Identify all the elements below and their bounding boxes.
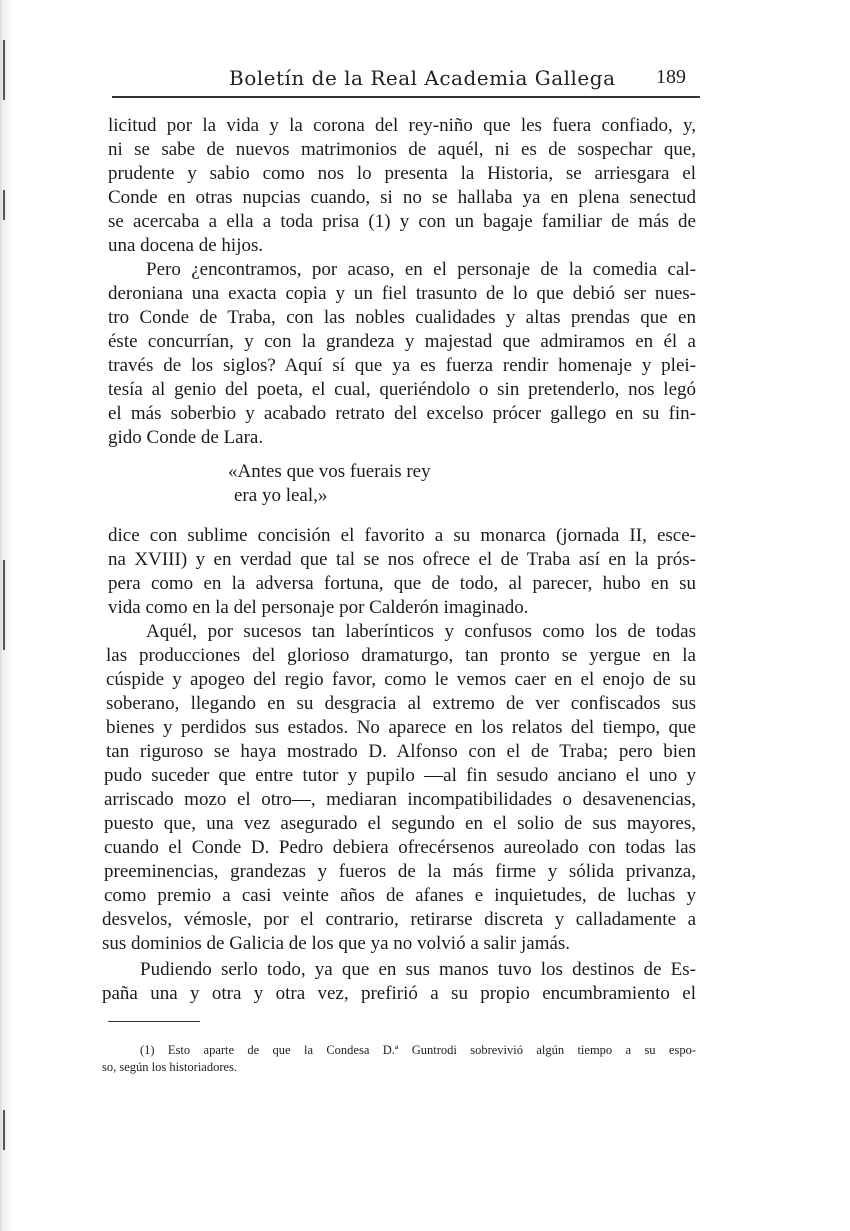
scan-artifact — [3, 1110, 5, 1150]
text-line: tesía al genio del poeta, el cual, queriéndolo o sin pretenderlo, nos legó — [108, 379, 696, 400]
text-line: una docena de hijos. — [108, 235, 264, 256]
text-line: el más soberbio y acabado retrato del excelso prócer gallego en su fin- — [108, 403, 696, 424]
verse-line: «Antes que vos fuerais rey — [228, 461, 431, 482]
text-line: deroniana una exacta copia y un fiel trasunto de lo que debió ser nues- — [108, 283, 696, 304]
text-line: puesto que, una vez asegurado el segundo en el solio de sus mayores, — [104, 813, 696, 834]
scan-edge — [0, 0, 14, 1231]
text-line: licitud por la vida y la corona del rey-niño que les fuera confiado, y, — [108, 115, 696, 136]
text-line: bienes y perdidos sus estados. No aparece en los relatos del tiempo, que — [106, 717, 696, 738]
text-line: se acercaba a ella a toda prisa (1) y con un bagaje familiar de más de — [108, 211, 696, 232]
scan-artifact — [3, 190, 5, 220]
page-header — [112, 64, 700, 98]
text-line: Aquél, por sucesos tan laberínticos y confusos como los de todas — [146, 621, 696, 642]
text-line: pera como en la adversa fortuna, que de todo, al parecer, hubo en su — [108, 573, 696, 594]
text-line: ni se sabe de nuevos matrimonios de aquél, ni es de sospechar que, — [108, 139, 696, 160]
footnote-line: so, según los historiadores. — [102, 1060, 238, 1074]
footnote-line: (1) Esto aparte de que la Condesa D.ª Guntrodi sobrevivió algún tiempo a su espo- — [140, 1043, 696, 1057]
verse-line: era yo leal,» — [234, 485, 328, 506]
text-line: prudente y sabio como nos lo presenta la Historia, se arriesgara el — [108, 163, 696, 184]
text-line: sus dominios de Galicia de los que ya no volvió a salir jamás. — [102, 933, 571, 954]
text-line: cúspide y apogeo del regio favor, como le vemos caer en el enojo de su — [106, 669, 696, 690]
footnote-rule — [108, 1021, 200, 1022]
text-line: través de los siglos? Aquí sí que ya es fuerza rendir homenaje y plei- — [108, 355, 696, 376]
text-line: éste concurrían, y con la grandeza y majestad que admiramos en él a — [108, 331, 696, 352]
text-line: desvelos, vémosle, por el contrario, retirarse discreta y calladamente a — [102, 909, 696, 930]
text-line: Conde en otras nupcias cuando, si no se hallaba ya en plena senectud — [108, 187, 696, 208]
page-number: 189 — [656, 66, 686, 88]
text-line: preeminencias, grandezas y fueros de la más firme y sólida privanza, — [104, 861, 696, 882]
scan-artifact — [3, 40, 5, 100]
header-rule — [112, 96, 700, 98]
running-title: Boletín de la Real Academia Gallega — [229, 66, 616, 90]
text-line: soberano, llegando en su desgracia al extremo de ver confiscados sus — [106, 693, 696, 714]
text-line: paña una y otra y otra vez, prefirió a su propio encumbramiento el — [102, 983, 696, 1004]
text-line: cuando el Conde D. Pedro debiera ofrecérsenos aureolado con todas las — [104, 837, 696, 858]
text-line: tro Conde de Traba, con las nobles cualidades y altas prendas que en — [108, 307, 696, 328]
text-line: pudo suceder que entre tutor y pupilo —al fin sesudo anciano el uno y — [104, 765, 696, 786]
text-line: vida como en la del personaje por Calderón imaginado. — [108, 597, 529, 618]
text-line: arriscado mozo el otro—, mediaran incompatibilidades o desavenencias, — [104, 789, 696, 810]
scan-artifact — [3, 560, 5, 650]
text-line: como premio a casi veinte años de afanes e inquietudes, de luchas y — [104, 885, 696, 906]
text-line: las producciones del glorioso dramaturgo, tan pronto se yergue en la — [106, 645, 696, 666]
text-line: na XVIII) y en verdad que tal se nos ofrece el de Traba así en la prós- — [108, 549, 696, 570]
text-line: tan riguroso se haya mostrado D. Alfonso con el de Traba; pero bien — [106, 741, 696, 762]
text-line: dice con sublime concisión el favorito a su monarca (jornada II, esce- — [108, 525, 696, 546]
text-line: Pero ¿encontramos, por acaso, en el personaje de la comedia cal- — [146, 259, 696, 280]
text-line: gido Conde de Lara. — [108, 427, 264, 448]
text-line: Pudiendo serlo todo, ya que en sus manos tuvo los destinos de Es- — [140, 959, 696, 980]
